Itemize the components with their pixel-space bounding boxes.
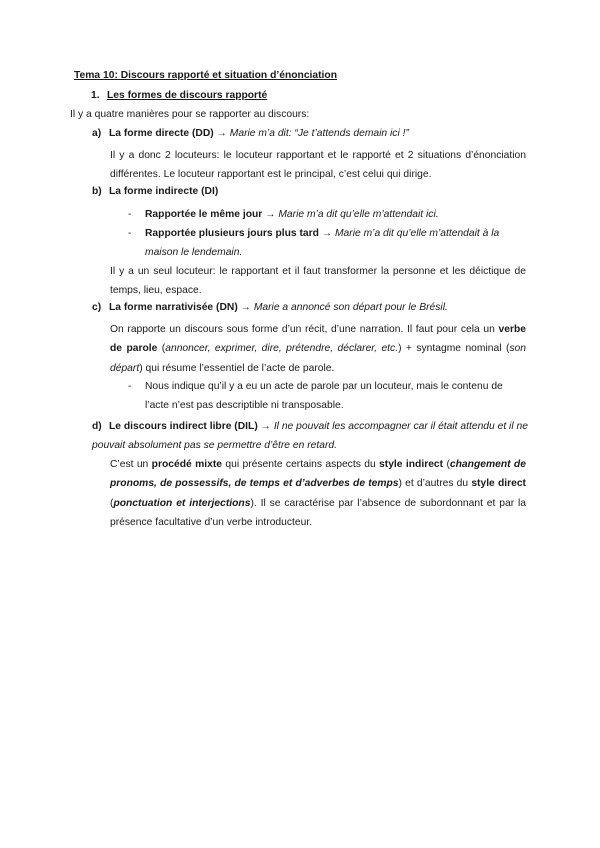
- item-c-bullet: [128, 377, 526, 416]
- bullet-example: Marie m’a dit qu’elle m’attendait ici.: [278, 209, 439, 220]
- bold-run: verbe de parole: [110, 324, 526, 355]
- item-c-title: La forme narrativisée (DN): [109, 302, 238, 313]
- text-run: ). Il se caractérise par l’absence de subordonnant et par la présence facultative d’un verbe introducteur.: [110, 497, 526, 528]
- bold-run: style direct: [471, 478, 526, 490]
- section-heading: [91, 90, 267, 101]
- item-b-label: b): [92, 186, 102, 197]
- item-a-arrow: →: [216, 128, 227, 139]
- item-a-title: La forme directe (DD): [109, 128, 214, 139]
- bullet-text: Nous indique qu’il y a eu un acte de parole par un locuteur, mais le contenu de l’acte n’est pas descriptible ni transposable.: [145, 381, 503, 412]
- item-d-title: Le discours indirect libre (DIL): [109, 421, 258, 432]
- text-run: qui présente certains aspects du: [225, 459, 376, 470]
- bullet-dash: -: [128, 228, 132, 239]
- text-run: ) et d’autres du: [398, 478, 469, 490]
- italic-run: son départ: [110, 343, 526, 374]
- bullet-title: Rapportée le même jour: [145, 209, 263, 220]
- item-c-heading: [92, 302, 448, 313]
- intro-text: Il y a quatre manières pour se rapporter au discours:: [70, 109, 310, 120]
- bullet-arrow: →: [265, 209, 276, 220]
- italic-run: annoncer, exprimer, dire, prétendre, déclarer, etc.: [165, 343, 399, 355]
- bullet-arrow: →: [321, 228, 333, 239]
- section-title: Les formes de discours rapporté: [107, 90, 268, 101]
- item-c-arrow: →: [240, 302, 251, 313]
- text-run: (: [446, 459, 450, 470]
- item-b-bullet-1: [128, 205, 526, 224]
- item-b-heading: [92, 186, 218, 197]
- bold-italic-run: ponctuation et interjections: [113, 497, 251, 509]
- item-b-title: La forme indirecte (DI): [109, 186, 219, 197]
- bold-run: style indirect: [379, 459, 444, 470]
- item-d-label: d): [92, 421, 102, 432]
- text-run: (: [161, 343, 166, 355]
- bullet-title: Rapportée plusieurs jours plus tard: [145, 228, 319, 239]
- text-run: (: [110, 497, 114, 509]
- item-c-example: Marie a annoncé son départ pour le Brésil.: [253, 302, 448, 313]
- bullet-example: Marie m’a dit qu’elle m’attendait à la maison le lendemain.: [145, 228, 500, 259]
- bullet-dash: -: [128, 209, 132, 220]
- section-number: 1.: [91, 90, 100, 101]
- item-d-arrow: →: [260, 421, 271, 432]
- text-run: ) qui résume l’essentiel de l’acte de parole.: [139, 362, 335, 374]
- item-c-text: [110, 320, 526, 378]
- item-b-bullet-2: [128, 224, 526, 263]
- item-a-label: a): [92, 128, 102, 139]
- item-b-text: Il y a un seul locuteur: le rapportant et il faut transformer la personne et les déictique de temps, lieu, espace.: [110, 266, 526, 297]
- item-c-label: c): [92, 302, 102, 313]
- bold-run: procédé mixte: [151, 459, 222, 470]
- bullet-dash: -: [128, 381, 132, 392]
- text-run: On rapporte un discours sous forme d’un récit, d’une narration. Il faut pour cela un: [110, 324, 495, 335]
- item-d-example: Il ne pouvait les accompagner car il était attendu et il ne pouvait absolument pas se permettre d’être en retard.: [92, 421, 528, 452]
- document-title: Tema 10: Discours rapporté et situation d’énonciation: [74, 70, 337, 81]
- item-a-text: Il y a donc 2 locuteurs: le locuteur rapportant et le rapporté et 2 situations d’énonciation différentes. Le locuteur rapportant est le principal, c’est celui qui dirige.: [110, 150, 526, 181]
- item-a-example: Marie m’a dit: “Je t’attends demain ici !”: [229, 128, 409, 139]
- bold-italic-run: changement de pronoms, de possessifs, de temps et d’adverbes de temps: [110, 459, 526, 490]
- item-d-text: [110, 455, 526, 532]
- item-a-heading: [92, 128, 409, 139]
- text-run: C’est un: [110, 459, 149, 470]
- text-run: ) + syntagme nominal (: [398, 343, 510, 355]
- item-d-heading: [92, 417, 532, 456]
